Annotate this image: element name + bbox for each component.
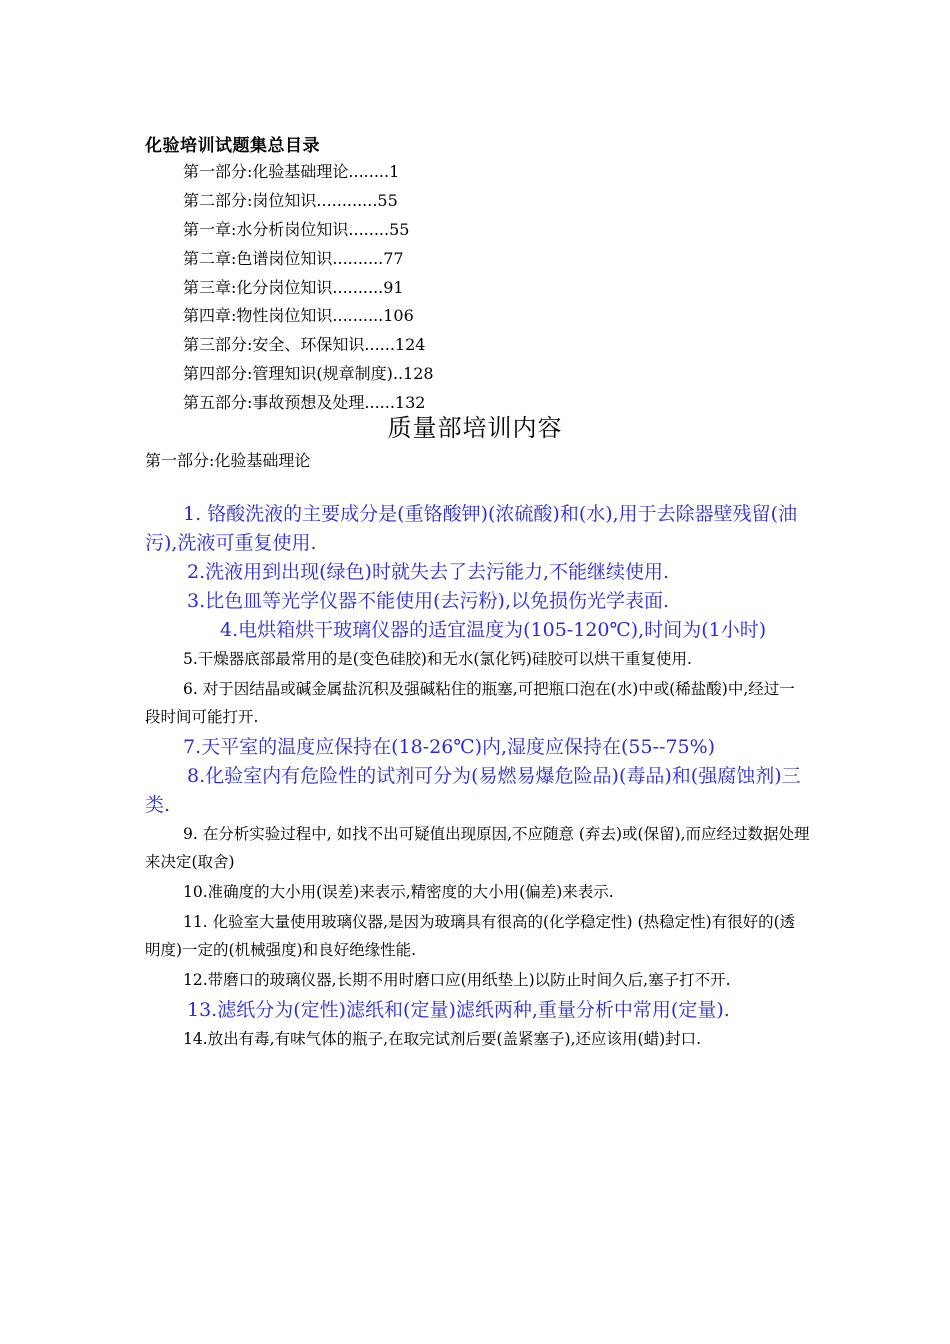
question-item: 3.比色皿等光学仪器不能使用(去污粉),以免损伤光学表面.: [187, 590, 670, 612]
question-item: 8.化验室内有危险性的试剂可分为(易燃易爆危险品)(毒品)和(强腐蚀剂)三类.: [145, 765, 801, 816]
toc-entry: 第一章:水分析岗位知识........55: [183, 219, 410, 239]
question-item: 14.放出有毒,有味气体的瓶子,在取完试剂后要(盖紧塞子),还应该用(蜡)封口.: [183, 1030, 702, 1048]
question-item: 11. 化验室大量使用玻璃仪器,是因为玻璃具有很高的(化学稳定性) (热稳定性)有很好的(透明度)一定的(机械强度)和良好绝缘性能.: [145, 913, 796, 959]
toc-entry: 第三章:化分岗位知识..........91: [183, 277, 404, 297]
question-item: 9. 在分析实验过程中, 如找不出可疑值出现原因,不应随意 (弃去)或(保留),而应经过数据处理来决定(取舍): [145, 825, 810, 871]
question-item: 5.干燥器底部最常用的是(变色硅胶)和无水(氯化钙)硅胶可以烘干重复使用.: [183, 650, 692, 668]
toc-entry: 第四章:物性岗位知识..........106: [183, 306, 414, 326]
question-item: 4.电烘箱烘干玻璃仪器的适宜温度为(105-120℃),时间为(1小时): [220, 619, 767, 641]
question-item: 1. 铬酸洗液的主要成分是(重铬酸钾)(浓硫酸)和(水),用于去除器壁残留(油污),洗液可重复使用.: [145, 503, 798, 554]
toc-list: [183, 158, 434, 418]
question-list: [145, 500, 810, 1055]
toc-entry: 第一部分:化验基础理论........1: [183, 162, 400, 181]
part-title: 第一部分:化验基础理论: [145, 451, 311, 470]
question-item: 12.带磨口的玻璃仪器,长期不用时磨口应(用纸垫上)以防止时间久后,塞子打不开.: [183, 971, 731, 989]
toc-title: 化验培训试题集总目录: [145, 136, 320, 156]
question-item: 7.天平室的温度应保持在(18-26℃)内,湿度应保持在(55--75%): [183, 736, 716, 758]
toc-entry: 第二部分:岗位知识............55: [183, 190, 398, 210]
toc-entry: 第二章:色谱岗位知识..........77: [183, 248, 404, 268]
toc-entry: 第四部分:管理知识(规章制度)..128: [183, 364, 434, 384]
question-item: 2.洗液用到出现(绿色)时就失去了去污能力,不能继续使用.: [187, 561, 670, 583]
toc-entry: 第五部分:事故预想及处理......132: [183, 393, 426, 413]
question-item: 10.准确度的大小用(误差)来表示,精密度的大小用(偏差)来表示.: [183, 883, 614, 901]
question-item: 13.滤纸分为(定性)滤纸和(定量)滤纸两种,重量分析中常用(定量).: [187, 999, 730, 1021]
main-title: 质量部培训内容: [387, 414, 563, 442]
toc-entry: 第三部分:安全、环保知识......124: [183, 335, 426, 355]
question-item: 6. 对于因结晶或碱金属盐沉积及强碱粘住的瓶塞,可把瓶口泡在(水)中或(稀盐酸)中,经过一段时间可能打开.: [145, 680, 795, 726]
